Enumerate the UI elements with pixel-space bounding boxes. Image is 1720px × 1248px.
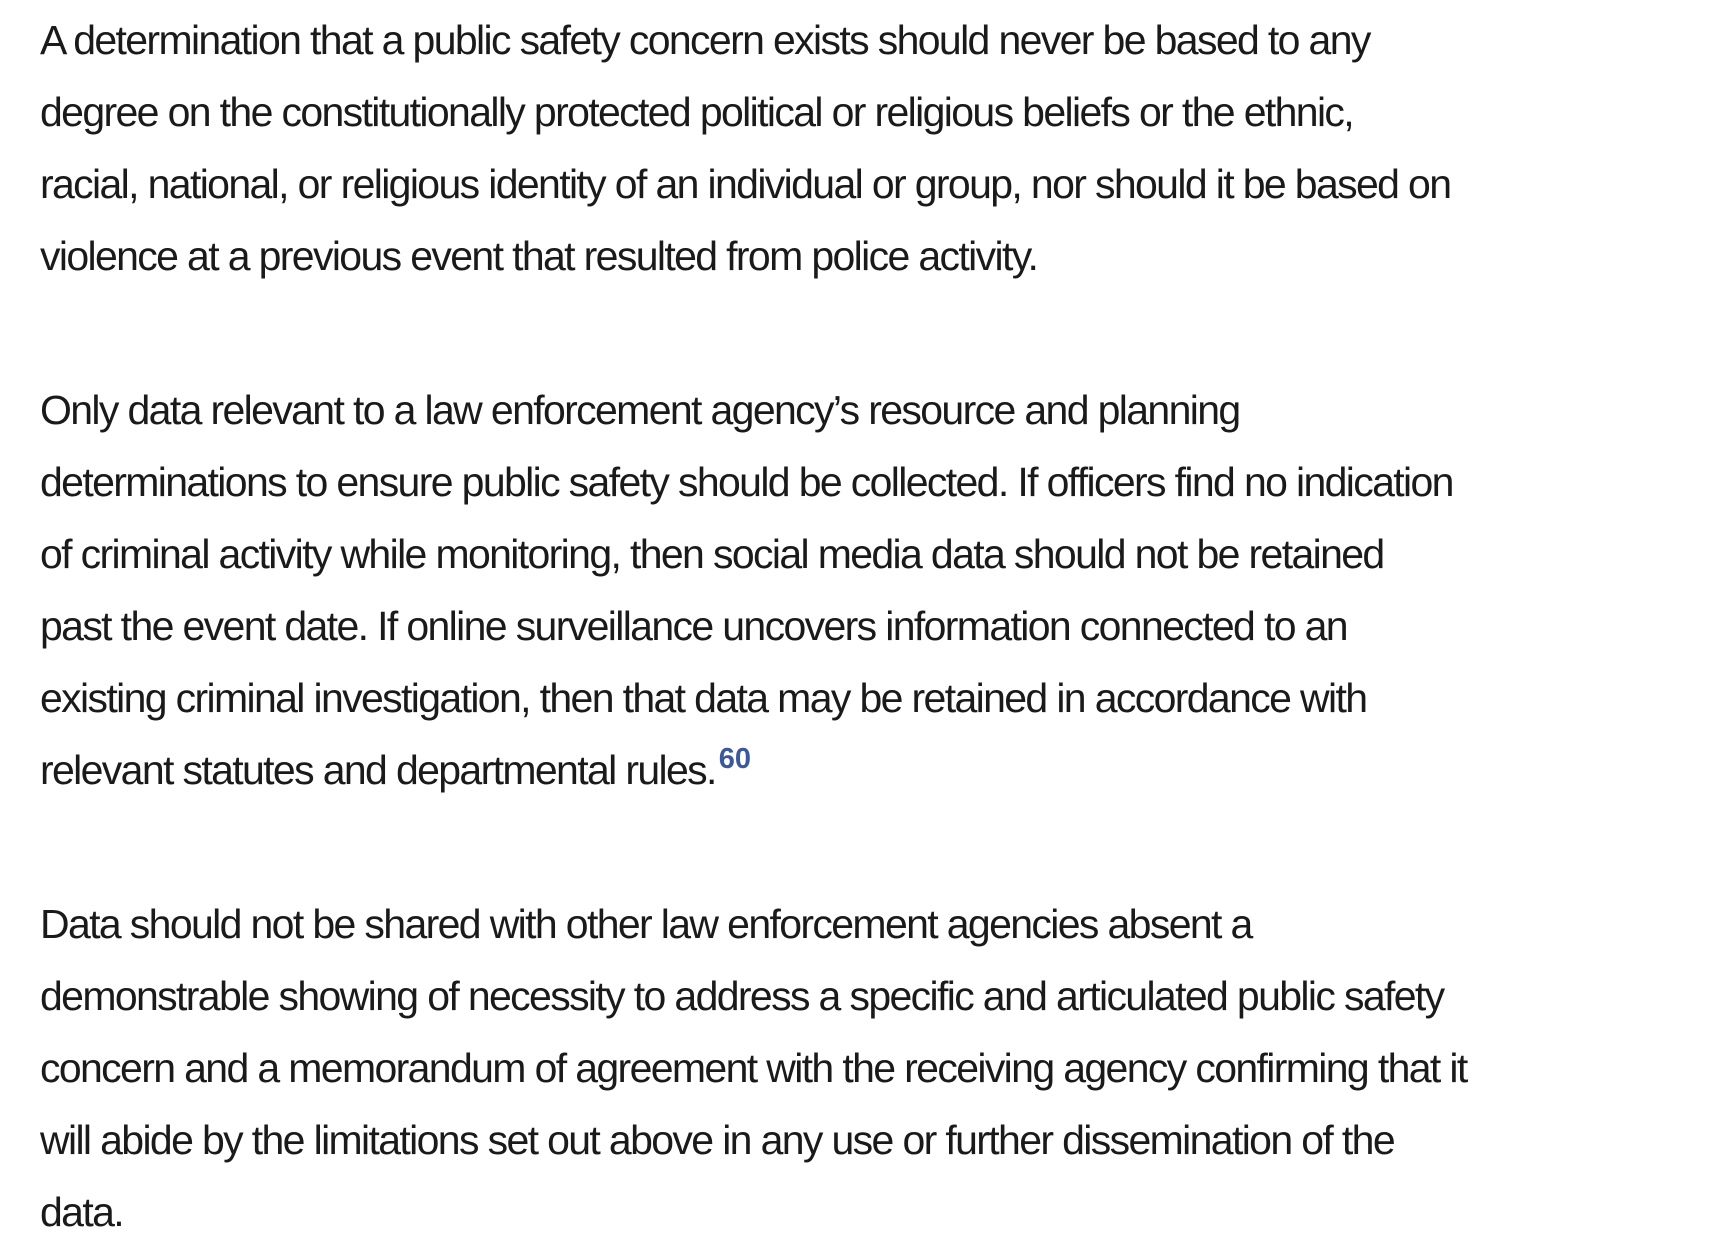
text-line: [40, 220, 1720, 292]
text-line: [40, 590, 1720, 662]
text-line-content: A determination that a public safety concern exists should never be based to any: [40, 17, 1370, 63]
text-line: [40, 148, 1720, 220]
text-line-content: relevant statutes and departmental rules.: [40, 747, 716, 793]
text-line: [40, 76, 1720, 148]
text-line: [40, 518, 1720, 590]
text-line-content: of criminal activity while monitoring, then social media data should not be retained: [40, 531, 1384, 577]
text-line: [40, 960, 1720, 1032]
text-line-content: past the event date. If online surveillance uncovers information connected to an: [40, 603, 1347, 649]
text-line-content: determinations to ensure public safety should be collected. If officers find no indication: [40, 459, 1453, 505]
text-line-content: Only data relevant to a law enforcement agency’s resource and planning: [40, 387, 1240, 433]
text-line: [40, 4, 1720, 76]
text-line-content: Data should not be shared with other law enforcement agencies absent a: [40, 901, 1252, 947]
footnote-ref-link[interactable]: 60: [718, 743, 752, 776]
text-line: [40, 374, 1720, 446]
text-line: [40, 888, 1720, 960]
paragraph: [40, 888, 1720, 1248]
text-line-content: violence at a previous event that resulted from police activity.: [40, 233, 1038, 279]
paragraph: [40, 374, 1720, 806]
text-line-content: concern and a memorandum of agreement with the receiving agency confirming that it: [40, 1045, 1467, 1091]
text-line-content: degree on the constitutionally protected political or religious beliefs or the ethnic,: [40, 89, 1354, 135]
text-line-content: data.: [40, 1189, 123, 1235]
text-line: [40, 1032, 1720, 1104]
text-line-content: racial, national, or religious identity of an individual or group, nor should it be based on: [40, 161, 1451, 207]
text-line: [40, 446, 1720, 518]
paragraph: [40, 4, 1720, 292]
text-line-content: demonstrable showing of necessity to address a specific and articulated public safety: [40, 973, 1444, 1019]
text-line: [40, 1176, 1720, 1248]
text-line: [40, 662, 1720, 734]
text-line-content: existing criminal investigation, then that data may be retained in accordance with: [40, 675, 1367, 721]
text-line: [40, 1104, 1720, 1176]
text-line-content: will abide by the limitations set out above in any use or further dissemination of the: [40, 1117, 1394, 1163]
text-line: [40, 734, 1720, 806]
